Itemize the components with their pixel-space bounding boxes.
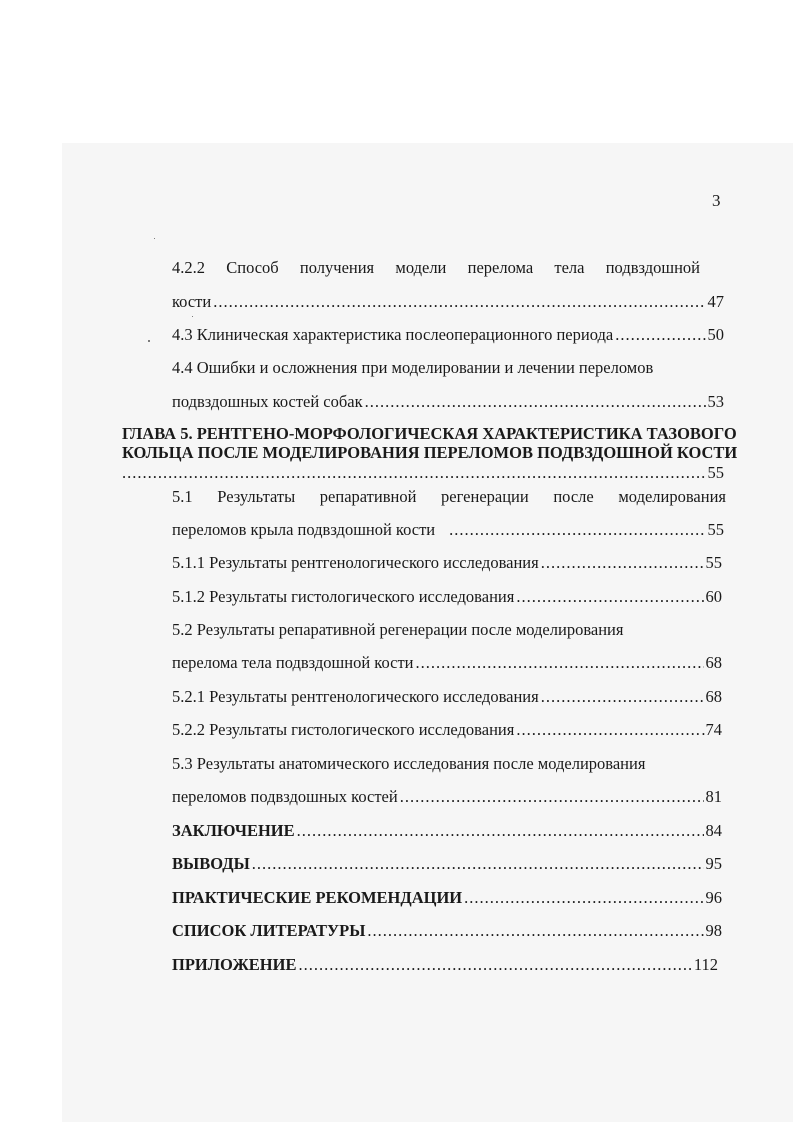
toc-entry-5-1-line1: 5.1 Результаты репаративной регенерации после моделирования xyxy=(172,487,726,506)
toc-entry-label: переломов крыла подвздошной кости xyxy=(172,520,436,539)
toc-entry-conclusion xyxy=(172,821,722,841)
toc-entry-label: ВЫВОДЫ xyxy=(172,854,250,873)
toc-entry-label: ПРАКТИЧЕСКИЕ РЕКОМЕНДАЦИИ xyxy=(172,888,463,907)
toc-entry-label: подвздошных костей собак xyxy=(172,392,363,411)
toc-entry-label: СПИСОК ЛИТЕРАТУРЫ xyxy=(172,921,366,940)
toc-entry-label: 4.3 Клиническая характеристика послеоперационного периода xyxy=(172,325,614,344)
toc-entry-5-3-line1: 5.3 Результаты анатомического исследования после моделирования xyxy=(172,754,646,773)
toc-entry-label: кости xyxy=(172,292,212,311)
toc-entry-appendix xyxy=(172,955,718,975)
toc-entry-label: ЗАКЛЮЧЕНИЕ xyxy=(172,821,295,840)
chapter-5-page-line xyxy=(122,463,724,483)
toc-page-number: 68 xyxy=(705,687,722,706)
toc-entry-findings xyxy=(172,854,722,874)
chapter-5-heading-line2: КОЛЬЦА ПОСЛЕ МОДЕЛИРОВАНИЯ ПЕРЕЛОМОВ ПОДВЗДОШНОЙ КОСТИ xyxy=(122,443,738,462)
dot-leader xyxy=(464,888,703,908)
scan-speck xyxy=(192,316,193,317)
dot-leader xyxy=(615,325,705,345)
toc-entry-label: переломов подвздошных костей xyxy=(172,787,398,806)
toc-page-number: 55 xyxy=(705,553,722,572)
dot-leader xyxy=(416,653,704,673)
toc-entry-5-1-1 xyxy=(172,553,722,573)
dot-leader xyxy=(400,787,704,807)
dot-leader xyxy=(122,463,706,483)
toc-page-number: 112 xyxy=(693,955,718,974)
toc-entry-5-1 xyxy=(172,520,724,540)
dot-leader xyxy=(213,292,705,312)
toc-page-number: 50 xyxy=(707,325,724,344)
dot-leader xyxy=(298,955,691,975)
toc-page-number: 47 xyxy=(707,292,724,311)
dot-leader xyxy=(541,687,704,707)
toc-entry-4-4 xyxy=(172,392,724,412)
toc-entry-5-2-2 xyxy=(172,720,722,740)
dot-leader xyxy=(252,854,704,874)
scan-speck xyxy=(154,238,155,239)
toc-page-number: 53 xyxy=(707,392,724,411)
toc-entry-label: 5.1.2 Результаты гистологического исследования xyxy=(172,587,515,606)
dot-leader xyxy=(365,392,706,412)
toc-page-number: .74 xyxy=(701,720,722,739)
toc-entry-label: 5.1.1 Результаты рентгенологического исследования xyxy=(172,553,539,572)
toc-entry-5-1-2 xyxy=(172,587,722,607)
toc-entry-recommendations xyxy=(172,888,722,908)
toc-page-number: 55 xyxy=(707,520,724,539)
toc-entry-5-3 xyxy=(172,787,722,807)
dot-leader xyxy=(516,720,699,740)
dot-leader xyxy=(516,587,703,607)
toc-page-number: 98 xyxy=(705,921,722,940)
toc-entry-4-2-2 xyxy=(172,292,724,312)
toc-entry-label: перелома тела подвздошной кости xyxy=(172,653,414,672)
dot-leader xyxy=(297,821,704,841)
toc-entry-label: 5.2.1 Результаты рентгенологического исследования xyxy=(172,687,539,706)
dot-leader xyxy=(367,921,703,941)
toc-entry-5-2-line1: 5.2 Результаты репаративной регенерации после моделирования xyxy=(172,620,624,639)
toc-entry-5-2-1 xyxy=(172,687,722,707)
toc-page-number: 81 xyxy=(705,787,722,806)
toc-entry-4-2-2-line1: 4.2.2 Способ получения модели перелома тела подвздошной xyxy=(172,258,700,277)
dot-leader xyxy=(541,553,704,573)
page-number: 3 xyxy=(712,191,721,210)
toc-page-number: 55 xyxy=(707,463,724,482)
toc-page-number: 60 xyxy=(705,587,722,606)
dot-leader xyxy=(449,520,705,540)
toc-page-number: 95 xyxy=(705,854,722,873)
chapter-5-heading-line1: ГЛАВА 5. РЕНТГЕНО-МОРФОЛОГИЧЕСКАЯ ХАРАКТЕРИСТИКА ТАЗОВОГО xyxy=(122,424,737,443)
toc-entry-4-3 xyxy=(172,325,724,345)
toc-page-number: 96 xyxy=(705,888,722,907)
toc-entry-references xyxy=(172,921,722,941)
toc-page-number: 68 xyxy=(705,653,722,672)
toc-entry-5-2 xyxy=(172,653,722,673)
toc-entry-label: 5.2.2 Результаты гистологического исследования xyxy=(172,720,515,739)
scan-speck xyxy=(148,340,150,342)
toc-page-number: 84 xyxy=(705,821,722,840)
toc-entry-label: ПРИЛОЖЕНИЕ xyxy=(172,955,297,974)
toc-entry-4-4-line1: 4.4 Ошибки и осложнения при моделировании и лечении переломов xyxy=(172,358,654,377)
